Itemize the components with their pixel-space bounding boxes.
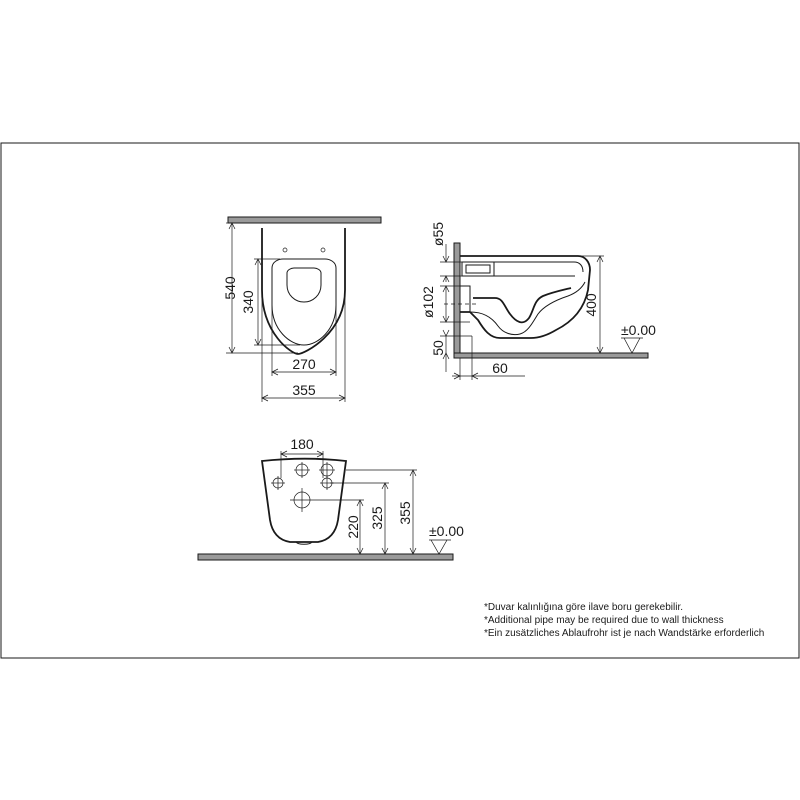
notes-block	[484, 602, 764, 639]
plan-bowl-outline	[262, 228, 345, 354]
side-wall	[454, 243, 460, 358]
front-body-outline	[262, 459, 346, 542]
side-trapway	[473, 288, 571, 322]
front-level-mark: ±0.00	[429, 523, 464, 539]
plan-wall-slab	[228, 217, 381, 223]
dim-length-540: 540	[222, 276, 238, 300]
side-floor	[454, 353, 648, 358]
bolt-hole-left	[294, 462, 310, 478]
dim-pipe-diameter-102: ø102	[420, 286, 436, 318]
fixing-hole-left	[271, 476, 285, 490]
dim-bolt-spacing-180: 180	[290, 436, 314, 452]
dim-outlet-height-50: 50	[430, 340, 446, 356]
plan-seat-hinge-hole-right	[321, 248, 325, 252]
front-floor-slab	[198, 554, 453, 560]
bolt-hole-right	[319, 462, 335, 478]
side-bowl-outline	[460, 256, 590, 338]
outlet-hole	[290, 488, 314, 512]
dim-height-400: 400	[583, 293, 599, 317]
dim-seat-length-340: 340	[240, 290, 256, 314]
sheet-frame	[1, 143, 799, 658]
dim-inlet-height-220: 220	[345, 515, 361, 539]
dim-outlet-diameter-55: ø55	[430, 221, 446, 247]
dim-width-355: 355	[292, 382, 316, 398]
note-german: *Ein zusätzliches Ablaufrohr ist je nach Wandstärke erforderlich	[484, 628, 765, 639]
note-english: *Additional pipe may be required due to wall thickness	[484, 615, 724, 626]
front-level-marker	[429, 540, 451, 554]
dim-total-height-355: 355	[397, 501, 413, 525]
side-view	[420, 222, 656, 380]
dim-bolt-height-325: 325	[369, 506, 385, 530]
dim-seat-width-270: 270	[292, 356, 316, 372]
side-level-marker	[621, 338, 643, 353]
dim-wall-offset-60: 60	[492, 360, 508, 376]
plan-seat-hinge-hole-left	[283, 248, 287, 252]
plan-bowl-opening	[287, 268, 321, 302]
note-turkish: *Duvar kalınlığına göre ilave boru gerekebilir.	[484, 602, 683, 613]
side-level-mark: ±0.00	[621, 322, 656, 338]
front-view	[198, 436, 464, 560]
plan-view	[222, 217, 381, 402]
